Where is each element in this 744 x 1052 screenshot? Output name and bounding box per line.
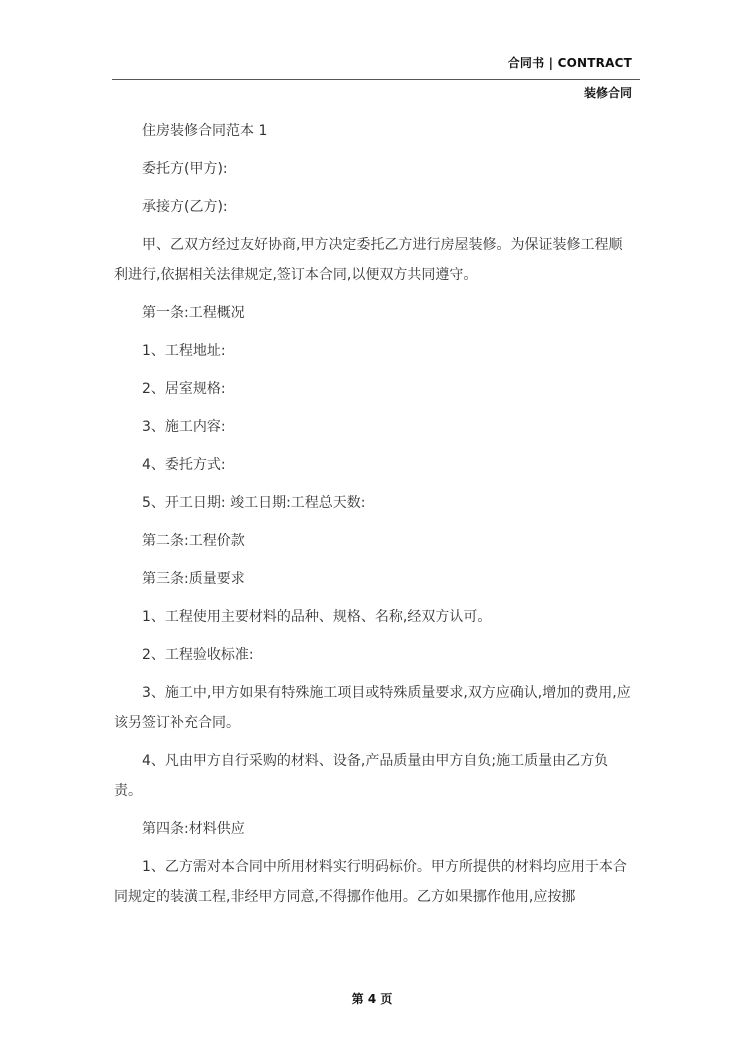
clause-item: 1、乙方需对本合同中所用材料实行明码标价。甲方所提供的材料均应用于本合同规定的装潢工程,非经甲方同意,不得挪作他用。乙方如果挪作他用,应按挪 <box>114 859 627 905</box>
document-body <box>114 116 634 920</box>
header-title: 合同书 | CONTRACT <box>507 56 632 70</box>
intro-paragraph: 甲、乙双方经过友好协商,甲方决定委托乙方进行房屋装修。为保证装修工程顺利进行,依据相关法律规定,签订本合同,以便双方共同遵守。 <box>114 237 623 283</box>
clause-item: 3、施工内容: <box>142 419 226 435</box>
clause-item: 2、居室规格: <box>142 381 226 397</box>
section-heading: 第四条:材料供应 <box>142 821 245 837</box>
header-subtitle: 装修合同 <box>583 86 632 100</box>
header-divider <box>112 79 640 80</box>
clause-item: 4、凡由甲方自行采购的材料、设备,产品质量由甲方自负;施工质量由乙方负责。 <box>114 753 609 799</box>
party-b-line: 承接方(乙方): <box>142 199 228 215</box>
clause-item: 5、开工日期: 竣工日期:工程总天数: <box>142 495 366 511</box>
page-number: 第 4 页 <box>351 992 393 1006</box>
clause-item: 2、工程验收标准: <box>142 647 254 663</box>
section-heading: 第三条:质量要求 <box>142 571 245 587</box>
clause-item: 4、委托方式: <box>142 457 226 473</box>
section-heading: 第一条:工程概况 <box>142 305 245 321</box>
clause-item: 1、工程地址: <box>142 343 226 359</box>
clause-item: 3、施工中,甲方如果有特殊施工项目或特殊质量要求,双方应确认,增加的费用,应该另签订补充合同。 <box>114 685 631 731</box>
section-heading: 第二条:工程价款 <box>142 533 245 549</box>
party-a-line: 委托方(甲方): <box>142 161 228 177</box>
doc-title: 住房装修合同范本 1 <box>142 123 268 139</box>
clause-item: 1、工程使用主要材料的品种、规格、名称,经双方认可。 <box>142 609 492 625</box>
